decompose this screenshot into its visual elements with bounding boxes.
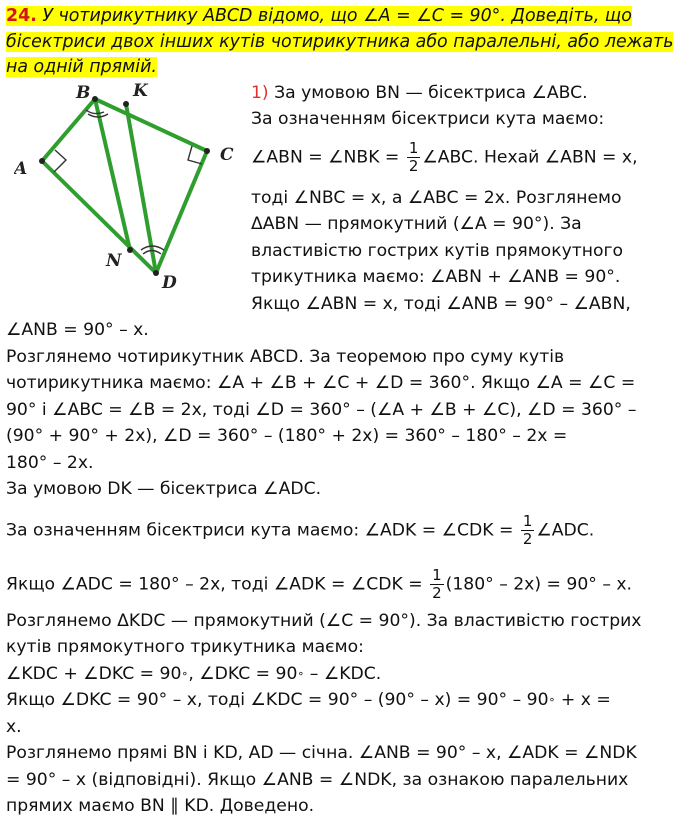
solution-line-19: кутів прямокутного трикутника маємо: <box>6 637 364 657</box>
solution-line-9: ∠ANB = 90° – x. <box>6 320 149 340</box>
solution-line-16: За означенням бісектриси кута маємо: ∠ADK = ∠CDK = $\frac{1}{2}$ ∠ADC. <box>6 512 595 548</box>
solution-line-2: За означенням бісектриси кута маємо: <box>251 109 605 129</box>
solution-line-12: 90° і ∠ABC = ∠B = 2x, тоді ∠D = 360° – (∠A + ∠B + ∠C), ∠D = 360° – <box>6 400 637 420</box>
solution-line-3: ∠ABN = ∠NBK = $\frac{1}{2}$ ∠ABC. Нехай ∠ABN = x, <box>251 139 638 175</box>
problem-number: 24. <box>6 6 37 26</box>
label-n: N <box>106 251 122 271</box>
label-a: A <box>14 159 28 179</box>
label-c: C <box>220 145 234 165</box>
step-label: 1) <box>251 83 269 103</box>
bisector-bn <box>95 99 130 250</box>
solution-line-21: Якщо ∠DKC = 90° – x, тоді ∠KDC = 90° – (90° – x) = 90° – 90∘ + x = <box>6 690 611 710</box>
problem-statement <box>6 4 690 81</box>
solution-line-14: 180° – 2x. <box>6 453 94 473</box>
solution-line-5: ΔABN — прямокутний (∠A = 90°). За <box>251 214 582 234</box>
label-d: D <box>162 273 177 293</box>
label-b: B <box>76 83 91 103</box>
quadrilateral-figure <box>14 82 254 297</box>
solution-line-25: прямих маємо BN ∥ KD. Доведено. <box>6 796 315 816</box>
solution-line-4: тоді ∠NBC = x, а ∠ABC = 2x. Розглянемо <box>251 188 622 208</box>
solution-line-15: За умовою DK — бісектриса ∠ADC. <box>6 479 322 499</box>
solution-line-23: Розглянемо прямі BN і KD, AD — січна. ∠ANB = 90° – x, ∠ADK = ∠NDK <box>6 743 637 763</box>
right-angle-a <box>54 150 66 172</box>
solution-line-11: чотирикутника маємо: ∠A + ∠B + ∠C + ∠D = 360°. Якщо ∠A = ∠C = <box>6 373 636 393</box>
solution-line-6: властивістю гострих кутів прямокутного <box>251 241 624 261</box>
solution-line-7: трикутника маємо: ∠ABN + ∠ANB = 90°. <box>251 267 621 287</box>
solution-line-24: = 90° – x (відповідні). Якщо ∠ANB = ∠NDK, за ознакою паралельних <box>6 770 629 790</box>
solution-line-10: Розглянемо чотирикутник ABCD. За теоремою про суму кутів <box>6 347 565 367</box>
quadrilateral-abcd <box>42 99 207 273</box>
label-k: K <box>133 82 148 101</box>
fraction-half: $\frac{1}{2}$ <box>408 139 419 175</box>
solution-line-20: ∠KDC + ∠DKC = 90∘, ∠DKC = 90∘ – ∠KDC. <box>6 664 382 684</box>
solution-line-8: Якщо ∠ABN = x, тоді ∠ANB = 90° – ∠ABN, <box>251 294 631 314</box>
solution-line-22: x. <box>6 717 22 737</box>
problem-text: У чотирикутнику ABCD відомо, що ∠A = ∠C = 90°. Доведіть, що бісектриси двох інших кутів чотирикутника або паралельні, або лежать на одній прямій. <box>6 6 674 77</box>
solution-line-1: 1) За умовою BN — бісектриса ∠ABC. <box>251 83 588 103</box>
solution-line-17: Якщо ∠ADC = 180° – 2x, тоді ∠ADK = ∠CDK = $\frac{1}{2}$ (180° – 2x) = 90° – x. <box>6 566 633 602</box>
solution-line-13: (90° + 90° + 2x), ∠D = 360° – (180° + 2x) = 360° – 180° – 2x = <box>6 426 568 446</box>
angle-arc-b1 <box>86 110 104 114</box>
solution-line-18: Розглянемо ΔKDC — прямокутний (∠C = 90°). За властивістю гострих <box>6 611 642 631</box>
